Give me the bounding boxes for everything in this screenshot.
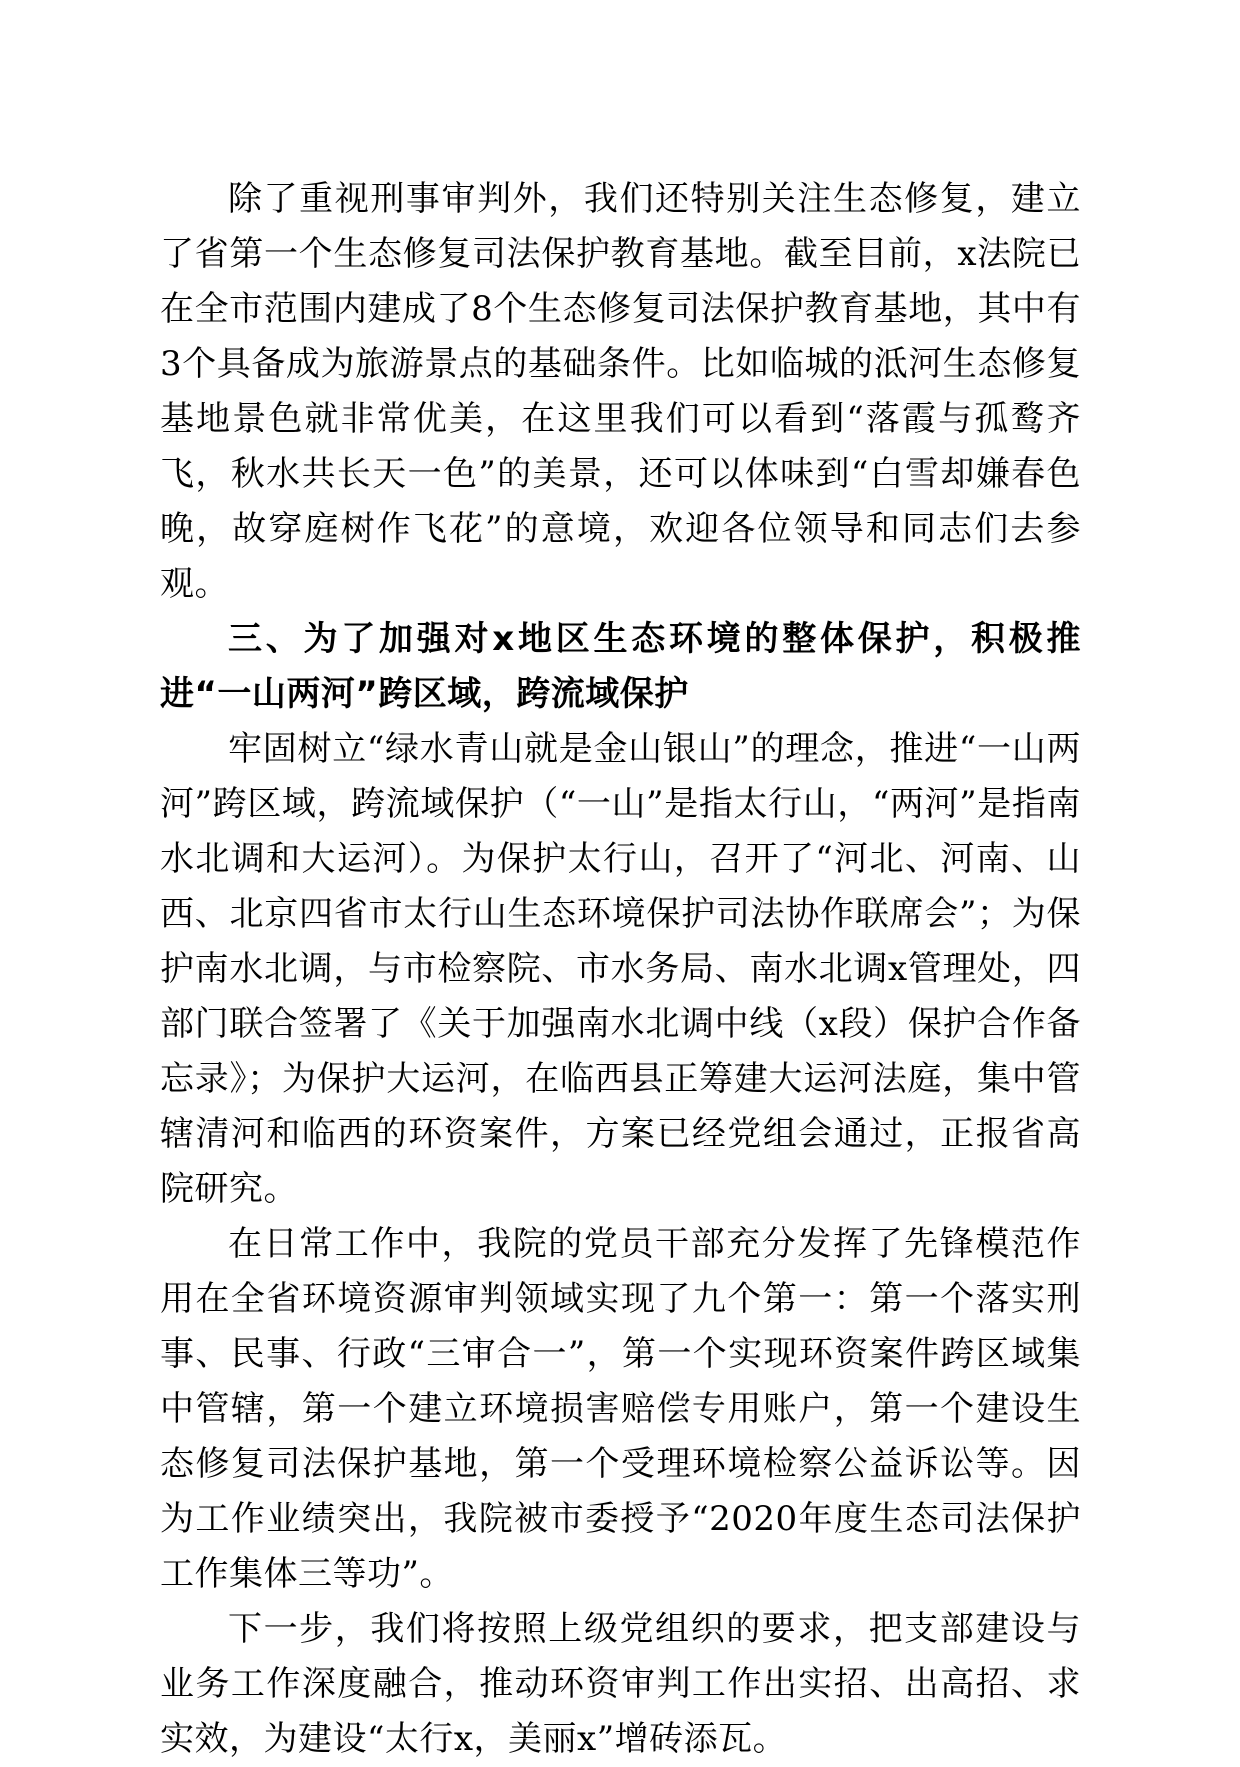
document-page — [160, 172, 1081, 1767]
paragraph-ecological-restoration: 除了重视刑事审判外，我们还特别关注生态修复，建立了省第一个生态修复司法保护教育基地。截至目前，x法院已在全市范围内建成了8个生态修复司法保护教育基地，其中有3个具备成为旅游景点的基础条件。比如临城的泜河生态修复基地景色就非常优美，在这里我们可以看到“落霞与孤鹜齐飞，秋水共长天一色”的美景，还可以体味到“白雪却嫌春色晚，故穿庭树作飞花”的意境，欢迎各位领导和同志们去参观。 — [160, 179, 1081, 604]
paragraph-one-mountain-two-rivers: 牢固树立“绿水青山就是金山银山”的理念，推进“一山两河”跨区域，跨流域保护（“一山”是指太行山，“两河”是指南水北调和大运河）。为保护太行山，召开了“河北、河南、山西、北京四省市太行山生态环境保护司法协作联席会”；为保护南水北调，与市检察院、市水务局、南水北调x管理处，四部门联合签署了《关于加强南水北调中线（x段）保护合作备忘录》；为保护大运河，在临西县正筹建大运河法庭，集中管辖清河和临西的环资案件，方案已经党组会通过，正报省高院研究。 — [160, 729, 1081, 1209]
paragraph-nine-firsts: 在日常工作中，我院的党员干部充分发挥了先锋模范作用在全省环境资源审判领域实现了九个第一：第一个落实刑事、民事、行政“三审合一”，第一个实现环资案件跨区域集中管辖，第一个建立环境损害赔偿专用账户，第一个建设生态修复司法保护基地，第一个受理环境检察公益诉讼等。因为工作业绩突出，我院被市委授予“2020年度生态司法保护工作集体三等功”。 — [160, 1224, 1081, 1594]
section-heading-three: 三、为了加强对x地区生态环境的整体保护，积极推进“一山两河”跨区域，跨流域保护 — [160, 619, 1081, 714]
paragraph-next-steps: 下一步，我们将按照上级党组织的要求，把支部建设与业务工作深度融合，推动环资审判工作出实招、出高招、求实效，为建设“太行x，美丽x”增砖添瓦。 — [160, 1609, 1081, 1759]
